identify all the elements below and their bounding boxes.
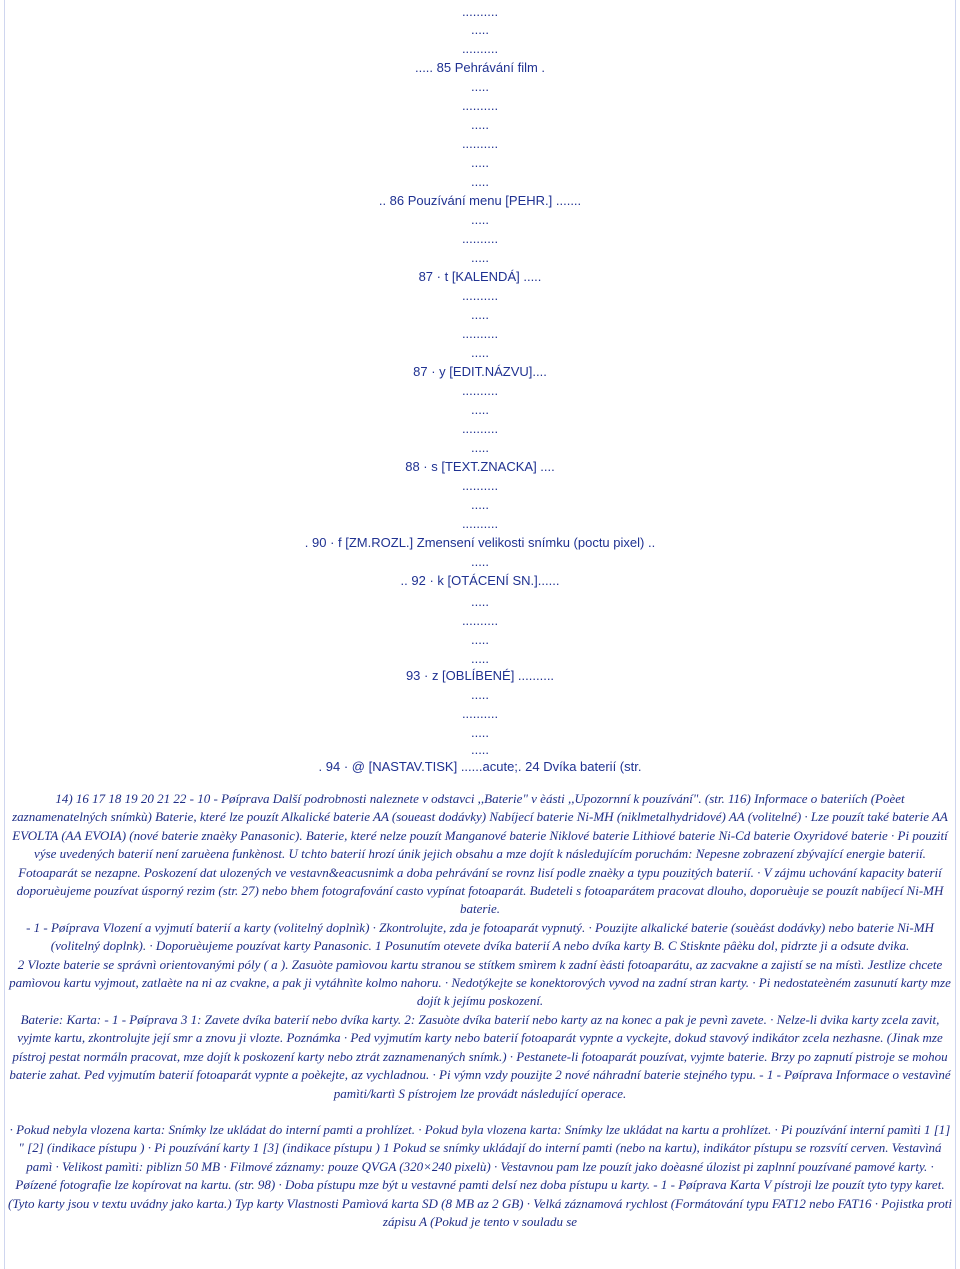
toc-line: .....: [470, 250, 490, 265]
paragraph-memory: · Pokud nebyla vlozena karta: Snímky lze ukládat do interní pamti a prohlízet. · Pokud byla vlozena karta: Snímky lze ukládat na kartu a prohlízet. · Pi pouzívání interní pamìti 1 [1] " [2] (indikace pístupu ) · Pi pouzívání karty 1 [3] (indikace pístupu ) 1 Pokud se snímky ukládají do interní pamti (nebo na kartu), indikátor pístupu se rozsvítí cerven. Vestavìná pamì · Velikost pamìti: piblizn 50 MB · Filmové záznamy: pouze QVGA (320×240 pixelù) · Vestavnou pam lze pouzít jako doèasné úlozist pi zaplnní pouzívané pamové karty. · Pøízené fotografie lze kopírovat na kartu. (str. 98) · Doba pístupu mze být u vestavné pamti delsí nez doba pístupu u karty. - 1 - Pøíprava Karta V pístroji lze pouzít tyto typy karet. (Tyto karty jsou v textu uvádny jako karta.) Typ karty Vlastnosti Pamìová karta SD (8 MB az 2 GB) · Velká záznamová rychlost (Formátování typu FAT12 nebo FAT16 · Pojistka proti zápisu A (Pokud je tento v souladu se: [8, 1121, 952, 1229]
toc-line: ..........: [461, 41, 499, 56]
toc-line: .....: [470, 174, 490, 189]
toc-line: .....: [470, 594, 490, 609]
toc-line: ..........: [461, 421, 499, 436]
toc-entry-85[interactable]: ..... 85 Pehrávání film .: [414, 60, 546, 75]
toc-line: .....: [470, 79, 490, 94]
toc-entry-87-kalenda[interactable]: 87 · t [KALENDÁ] .....: [418, 269, 542, 284]
toc-line: .....: [470, 632, 490, 647]
toc-line: ..........: [461, 136, 499, 151]
toc-line: .....: [470, 687, 490, 702]
paragraph-inserting: - 1 - Pøíprava Vlození a vyjmutí baterií a karty (volitelný doplnìk) · Zkontrolujte, zda je fotoaparát vypnutý. · Pouzijte alkalické baterie (souèást dodávky) nebo baterie Ni-MH (volitelný doplnk). · Doporuèujeme pouzívat karty Panasonic. 1 Posunutím otevete dvíka baterií A nebo dvíka karty B. C Stisknte pâèku dol, pidrzte ji a odsute dvika.: [26, 919, 934, 954]
paragraph-orientation: 2 Vlozte baterie se správnì orientovanými póly ( a ). Zasuòte pamìovou kartu stranou se stítkem smìrem k zadní èásti fotoaparátu, az zacvakne a zajistí se na místì. Jestlize chcete pamìovou kartu vyjmout, zatlaète na ni az cvakne, a pak ji vytáhnìte kolmo nahoru. · Nedotýkejte se konektorových vyvod na zadní stran karty. · Pi nedostateèném zasunutí karty mze dojít k jejímu poskození.: [9, 956, 951, 1009]
toc-line: .....: [470, 345, 490, 360]
toc-line: .....: [470, 307, 490, 322]
paragraph-gap: [8, 1103, 952, 1121]
toc-line: .....: [470, 155, 490, 170]
toc-line: .....: [470, 554, 490, 569]
toc-line: ..........: [461, 288, 499, 303]
paragraph-batteries: 14) 16 17 18 19 20 21 22 - 10 - Pøíprava Další podrobnosti naleznete v odstavci ,,Baterie" v èásti ,,Upozornní k pouzívání". (str. 116) Informace o bateriích (Poèet zaznamenatelných snímkù) Baterie, které lze pouzít Alkalické baterie AA (soueast dodávky) Nabíjecí baterie Ni-MH (niklmetalhydridové) AA (volitelné) · Lze pouzít také baterie AA EVOLTA (AA EVOIA) (nové baterie znaèky Panasonic). Baterie, které nelze pouzít Manganové baterie Niklové baterie Lithiové baterie Ni-Cd baterie Oxyridové baterie · Pi pouzití výse uvedených baterií není zaruèena funkènost. U tchto baterií hrozí únik jejich obsahu a mze dojít k následujícím poruchám: Nepesne zobrazení zbývající energie baterií. Fotoaparát se nezapne. Poskození dat ulozených ve vestavn&eacusnimk a doba pehrávání se rovnz lisí podle znaèky a typu pouzitých baterií. · V zájmu uchování kapacity baterií doporuèujeme pouzívat úsporný rezim (str. 27) nebo bhem fotografování casto vypínat fotoaparát. Budeteli s fotoaparátem pracovat dlouho, doporuèuje se pouzít nabíjecí Ni-MH baterie.: [12, 791, 948, 917]
toc-entry-90[interactable]: . 90 · f [ZM.ROZL.] Zmensení velikosti snímku (poctu pixel) ..: [304, 535, 656, 550]
toc-entry-94[interactable]: . 94 · @ [NASTAV.TISK] ......acute;. 24 Dvíka baterií (str.: [318, 759, 642, 774]
toc-line: .....: [470, 22, 490, 37]
toc-line: ..........: [461, 706, 499, 721]
toc-line: ..........: [461, 4, 499, 19]
toc-line: .....: [470, 402, 490, 417]
toc-line: ..........: [461, 231, 499, 246]
paragraph-closing: Baterie: Karta: - 1 - Pøíprava 3 1: Zavete dvíka baterií nebo dvíka karty. 2: Zasuòte dvíka baterií nebo karty az na konec a pak je pevnì zavete. · Nelze-li dvika karty zcela zavit, vyjmte kartu, zkontrolujte její smr a znovu ji vlozte. Poznámka · Ped vyjmutím karty nebo baterií fotoaparát vypnte a vyckejte, dokud stavový indikátor zcela nezhasne. (Jinak mze pístroj pestat normáln pracovat, mze dojít k poskození karty nebo ztrát zaznamenaných snímk.) · Pestanete-li fotoaparát pouzívat, vyjmte baterie. Brzy po zapnutí pistroje se mohou baterie zahat. Ped vyjmutím baterií fotoaparát vypnte a poèkejte, az vychladnou. · Pi výmn vzdy pouzijte 2 nové náhradní baterie stejného typu. - 1 - Pøíprava Informace o vestavìné pamìti/kartì S pístrojem lze provádt následující operace.: [9, 1011, 951, 1101]
toc-entry-86[interactable]: .. 86 Pouzívání menu [PEHR.] .......: [378, 193, 582, 208]
toc-line: .....: [470, 497, 490, 512]
toc-line: .....: [470, 117, 490, 132]
toc-line: .....: [470, 651, 490, 666]
toc-line: .....: [470, 212, 490, 227]
toc-entry-93[interactable]: 93 · z [OBLÍBENÉ] ..........: [405, 668, 555, 683]
toc-line: ..........: [461, 98, 499, 113]
toc-entry-87-edit[interactable]: 87 · y [EDIT.NÁZVU]....: [413, 364, 547, 379]
toc-line: .....: [470, 440, 490, 455]
toc-line: .....: [470, 742, 490, 757]
toc-line: ..........: [461, 326, 499, 341]
toc-line: ..........: [461, 383, 499, 398]
toc-line: ..........: [461, 516, 499, 531]
toc-line: ..........: [461, 478, 499, 493]
toc-entry-88[interactable]: 88 · s [TEXT.ZNACKA] ....: [405, 459, 555, 474]
document-body: [8, 790, 952, 1231]
toc-line: .....: [470, 725, 490, 740]
toc-entry-92[interactable]: .. 92 · k [OTÁCENÍ SN.]......: [400, 573, 560, 588]
toc-line: ..........: [461, 613, 499, 628]
